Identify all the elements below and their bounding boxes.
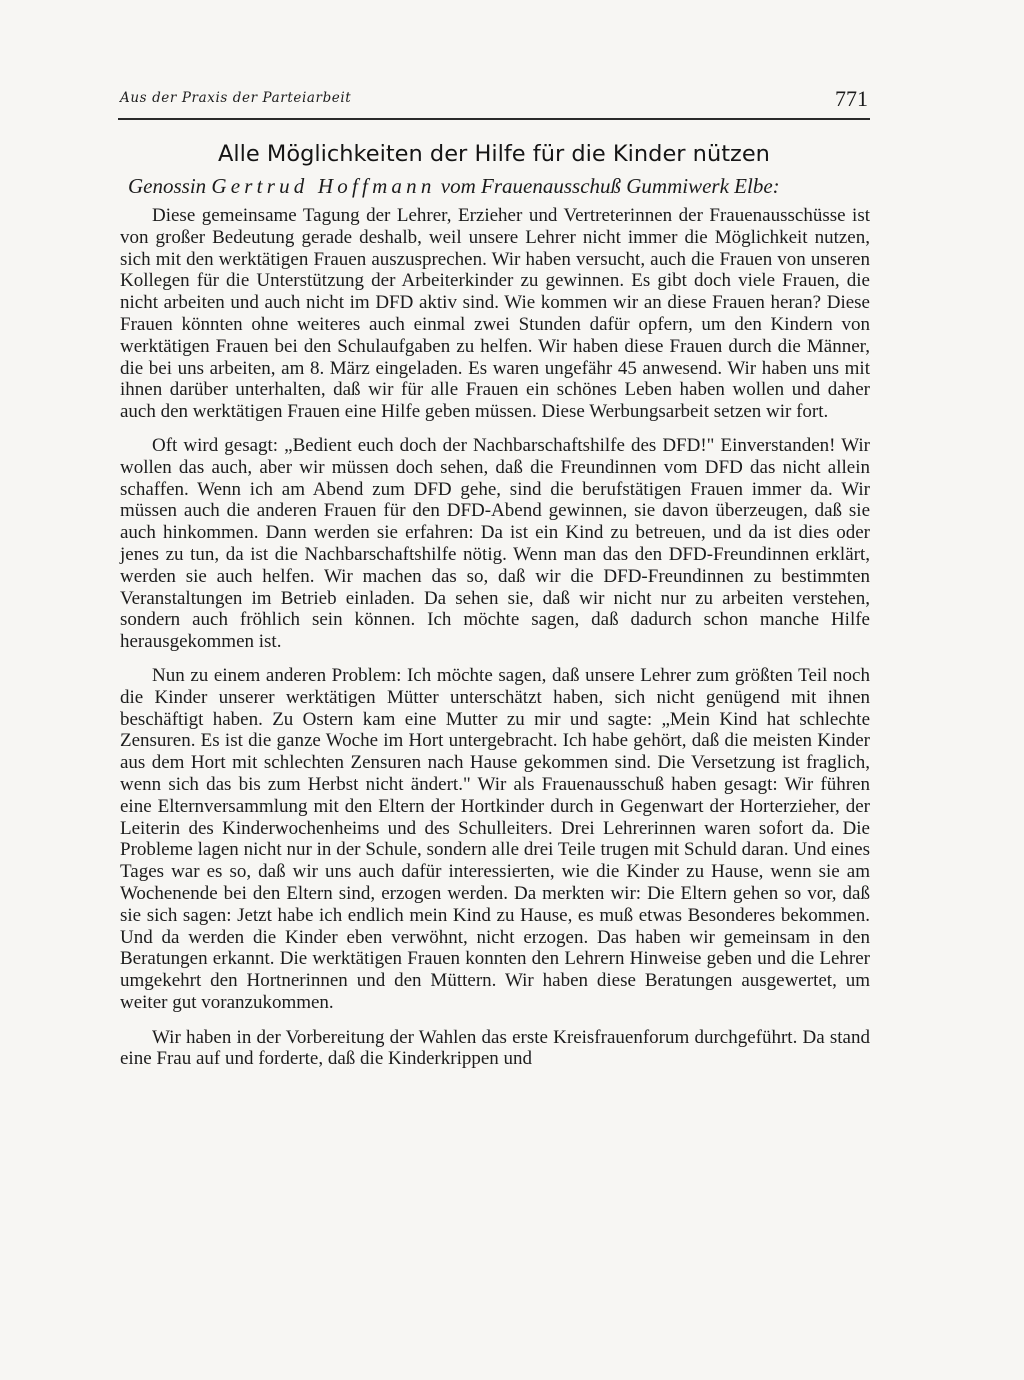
running-header [118, 86, 870, 120]
paragraph-3: Nun zu einem anderen Problem: Ich möchte sagen, daß unsere Lehrer zum größten Teil noch die Kinder unserer werktätigen Mütter unterschätzt haben, sich nicht genügend mit ihnen beschäftigt haben. Zu Ostern kam eine Mutter zu mir und sagte: „Mein Kind hat schlechte Zensuren. Es ist die ganze Woche im Hort untergebracht. Ich habe gehört, daß die meisten Kinder aus dem Hort mit schlechten Zensuren nach Hause gekommen sind. Die Versetzung ist fraglich, wenn sich das bis zum Herbst nicht ändert." Wir als Frauenausschuß haben gesagt: Wir führen eine Elternversammlung mit den Eltern der Hortkinder durch in Gegenwart der Horterzieher, der Leiterin des Kinderwochenheims und des Schulleiters. Drei Lehrerinnen waren sofort da. Die Probleme lagen nicht nur in der Schule, sondern alle drei Teile trugen mit Schuld daran. Und eines Tages war es so, daß wir uns auch dafür interessierten, wie die Kinder zu Hause, wenn sie am Wochenende bei den Eltern sind, erzogen werden. Da merkten wir: Die Eltern gehen so vor, daß sie sich sagen: Jetzt habe ich endlich mein Kind zu Hause, es muß etwas Besonderes bekommen. Und da werden die Kinder eben verwöhnt, nicht erzogen. Das haben wir gemeinsam in den Beratungen erkannt. Die werktätigen Frauen konnten den Lehrern Hinweise geben und die Lehrer umgekehrt den Hortnerinnen und den Müttern. Wir haben diese Beratungen ausgewertet, um weiter gut voranzukommen. [120, 664, 870, 1013]
paragraph-2: Oft wird gesagt: „Bedient euch doch der Nachbarschaftshilfe des DFD!" Einverstanden! Wir wollen das auch, aber wir müssen doch sehen, daß die Freundinnen vom DFD das nicht allein schaffen. Wenn ich am Abend zum DFD gehe, sind die berufstätigen Frauen immer da. Wir müssen auch die anderen Frauen für den DFD-Abend gewinnen, sie davon überzeugen, daß sie auch hinkommen. Dann werden sie erfahren: Da ist ein Kind zu betreuen, und da ist dies oder jenes zu tun, da ist die Nachbarschaftshilfe nötig. Wenn man das den DFD-Freundinnen erklärt, werden sie auch helfen. Wir machen das so, daß wir die DFD-Freundinnen zu bestimmten Veranstaltungen im Betrieb einladen. Da sehen sie, daß wir nicht nur zu arbeiten verstehen, sondern auch fröhlich sein können. Ich möchte sagen, daß dadurch schon manche Hilfe herausgekommen ist. [120, 434, 870, 653]
paragraph-4: Wir haben in der Vorbereitung der Wahlen das erste Kreisfrauenforum durchgeführt. Da stand eine Frau auf und forderte, daß die Kinderkrippen und [120, 1026, 870, 1070]
article-body [120, 205, 870, 1082]
section-title: Aus der Praxis der Parteiarbeit [120, 90, 352, 106]
speaker-prefix: Genossin [128, 174, 212, 198]
speaker-name: Gertrud Hoffmann [211, 174, 436, 198]
speaker-line [128, 171, 870, 201]
paragraph-1: Diese gemeinsame Tagung der Lehrer, Erzieher und Vertreterinnen der Frauenausschüsse ist von großer Bedeutung gerade deshalb, weil unsere Lehrer nicht immer die Möglichkeit nutzen, sich mit den werktätigen Frauen auszusprechen. Wir haben versucht, auch die Frauen von unseren Kollegen für die Unterstützung der Arbeiterkinder zu gewinnen. Es gibt doch viele Frauen, die nicht arbeiten und auch nicht im DFD aktiv sind. Wie kommen wir an diese Frauen heran? Diese Frauen könnten ohne weiteres auch einmal zwei Stunden dafür opfern, um den Kindern von werktätigen Frauen bei den Schulaufgaben zu helfen. Wir haben diese Frauen durch die Männer, die bei uns arbeiten, am 8. März eingeladen. Es waren ungefähr 45 anwesend. Wir haben uns mit ihnen darüber unterhalten, daß wir für alle Frauen ein schönes Leben haben wollen und daher auch den werktätigen Frauen eine Hilfe geben müssen. Diese Werbungsarbeit setzen wir fort. [120, 205, 870, 423]
speaker-affiliation: vom Frauenausschuß Gummiwerk Elbe: [435, 174, 780, 198]
page-number: 771 [835, 86, 868, 111]
article-title: Alle Möglichkeiten der Hilfe für die Kinder nützen [218, 141, 770, 167]
